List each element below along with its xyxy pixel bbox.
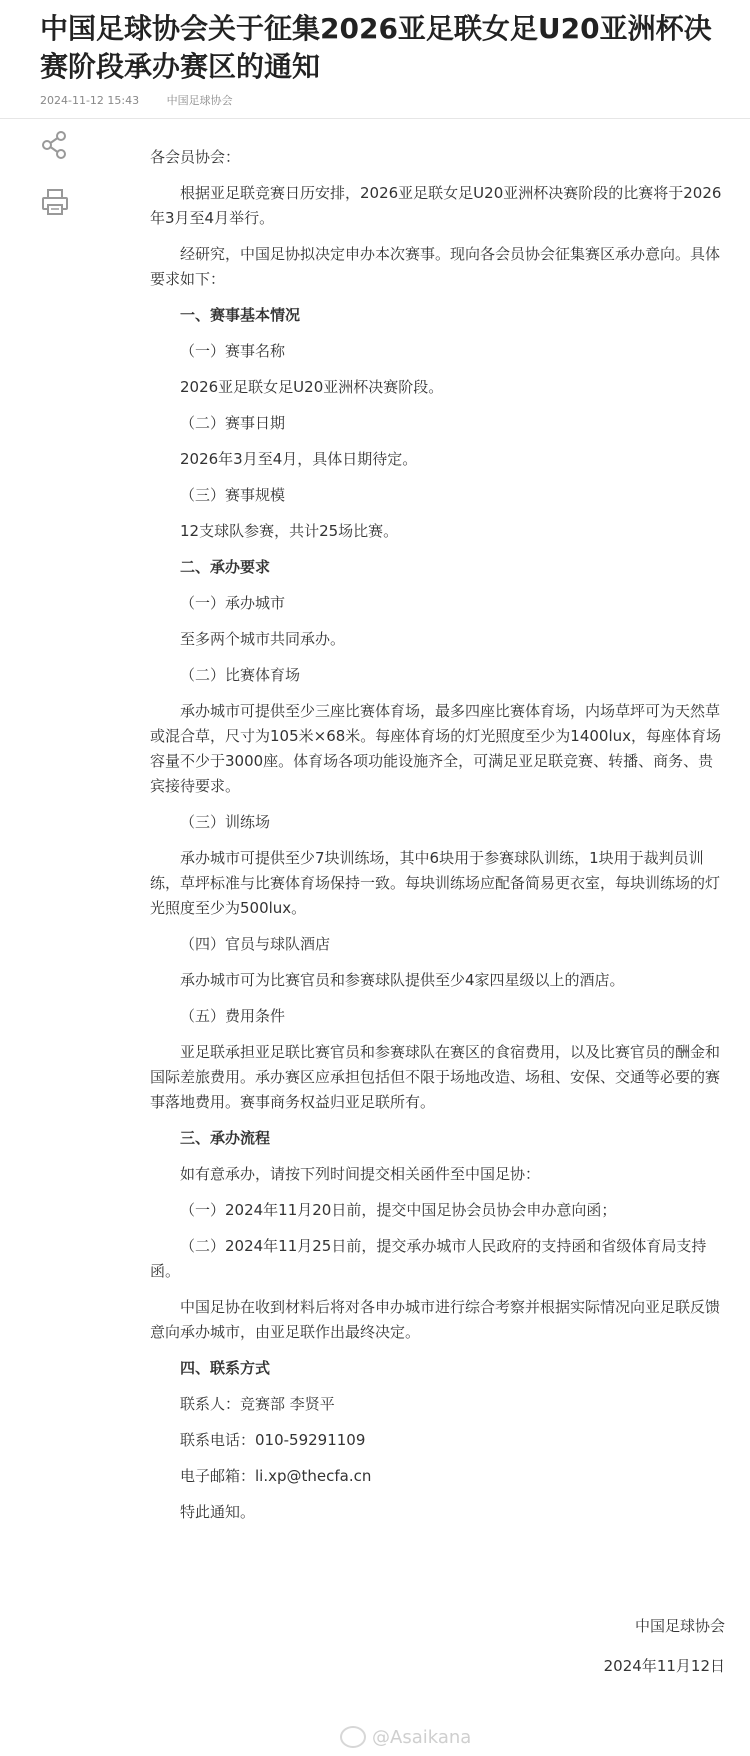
section-heading: 四、联系方式: [180, 1359, 271, 1377]
subsection-heading: （三）赛事规模: [180, 486, 286, 504]
subsection-heading: （三）训练场: [180, 813, 271, 831]
section-heading: 二、承办要求: [180, 558, 271, 576]
subsection-heading: （二）赛事日期: [180, 414, 286, 432]
paragraph: 至多两个城市共同承办。: [180, 630, 346, 648]
article-body: [150, 145, 725, 1525]
signature-org: 中国足球协会: [634, 1617, 725, 1635]
paragraph: 2026亚足联女足U20亚洲杯决赛阶段。: [180, 378, 444, 396]
paragraph: （一）2024年11月20日前，提交中国足协会员协会申办意向函；: [180, 1201, 617, 1219]
publish-date: 2024-11-12 15:43: [40, 94, 140, 107]
signature-date: 2024年11月12日: [603, 1657, 725, 1675]
article-title: 中国足球协会关于征集2026亚足联女足U20亚洲杯决赛阶段承办赛区的通知: [40, 12, 712, 83]
subsection-heading: （五）费用条件: [180, 1007, 286, 1025]
header-divider: [0, 118, 750, 119]
salutation: 各会员协会：: [150, 148, 241, 166]
paragraph: 承办城市可提供至少7块训练场，其中6块用于参赛球队训练，1块用于裁判员训练，草坪标准与比赛体育场保持一致。每块训练场应配备简易更衣室，每块训练场的灯光照度至少为500lux。: [150, 849, 721, 917]
paragraph: 经研究，中国足协拟决定申办本次赛事。现向各会员协会征集赛区承办意向。具体要求如下：: [150, 245, 721, 288]
paragraph: 如有意承办，请按下列时间提交相关函件至中国足协：: [180, 1165, 541, 1183]
paragraph: （二）2024年11月25日前，提交承办城市人民政府的支持函和省级体育局支持函。: [150, 1237, 707, 1280]
section-heading: 三、承办流程: [180, 1129, 271, 1147]
subsection-heading: （一）赛事名称: [180, 342, 286, 360]
article-meta: [40, 92, 257, 108]
article-source[interactable]: 中国足球协会: [166, 94, 233, 107]
contact-email: 电子邮箱：li.xp@thecfa.cn: [180, 1467, 372, 1485]
paragraph: 承办城市可为比赛官员和参赛球队提供至少4家四星级以上的酒店。: [180, 971, 625, 989]
paragraph: 中国足协在收到材料后将对各申办城市进行综合考察并根据实际情况向亚足联反馈意向承办城市，由亚足联作出最终决定。: [150, 1298, 721, 1341]
paragraph: 2026年3月至4月，具体日期待定。: [180, 450, 418, 468]
subsection-heading: （一）承办城市: [180, 594, 286, 612]
contact-phone: 联系电话：010-59291109: [180, 1431, 366, 1449]
section-heading: 一、赛事基本情况: [180, 306, 301, 324]
paragraph: 根据亚足联竞赛日历安排，2026亚足联女足U20亚洲杯决赛阶段的比赛将于2026年3月至4月举行。: [150, 184, 722, 227]
print-icon[interactable]: [38, 185, 72, 219]
watermark-text: @Asaikana: [372, 1726, 472, 1748]
paragraph: 12支球队参赛，共计25场比赛。: [180, 522, 399, 540]
subsection-heading: （四）官员与球队酒店: [180, 935, 331, 953]
closing: 特此通知。: [180, 1503, 256, 1521]
paragraph: 承办城市可提供至少三座比赛体育场，最多四座比赛体育场，内场草坪可为天然草或混合草，尺寸为105米×68米。每座体育场的灯光照度至少为1400lux，每座体育场容量不少于3000座。体育场各项功能设施齐全，可满足亚足联竞赛、转播、商务、贵宾接待要求。: [150, 702, 722, 795]
subsection-heading: （二）比赛体育场: [180, 666, 301, 684]
paragraph: 亚足联承担亚足联比赛官员和参赛球队在赛区的食宿费用，以及比赛官员的酬金和国际差旅费用。承办赛区应承担包括但不限于场地改造、场租、安保、交通等必要的赛事落地费用。赛事商务权益归亚足联所有。: [150, 1043, 721, 1111]
share-icon[interactable]: [38, 128, 72, 162]
weibo-logo-icon: [340, 1726, 366, 1748]
contact-person: 联系人：竞赛部 李贤平: [180, 1395, 335, 1413]
watermark: [340, 1726, 471, 1748]
